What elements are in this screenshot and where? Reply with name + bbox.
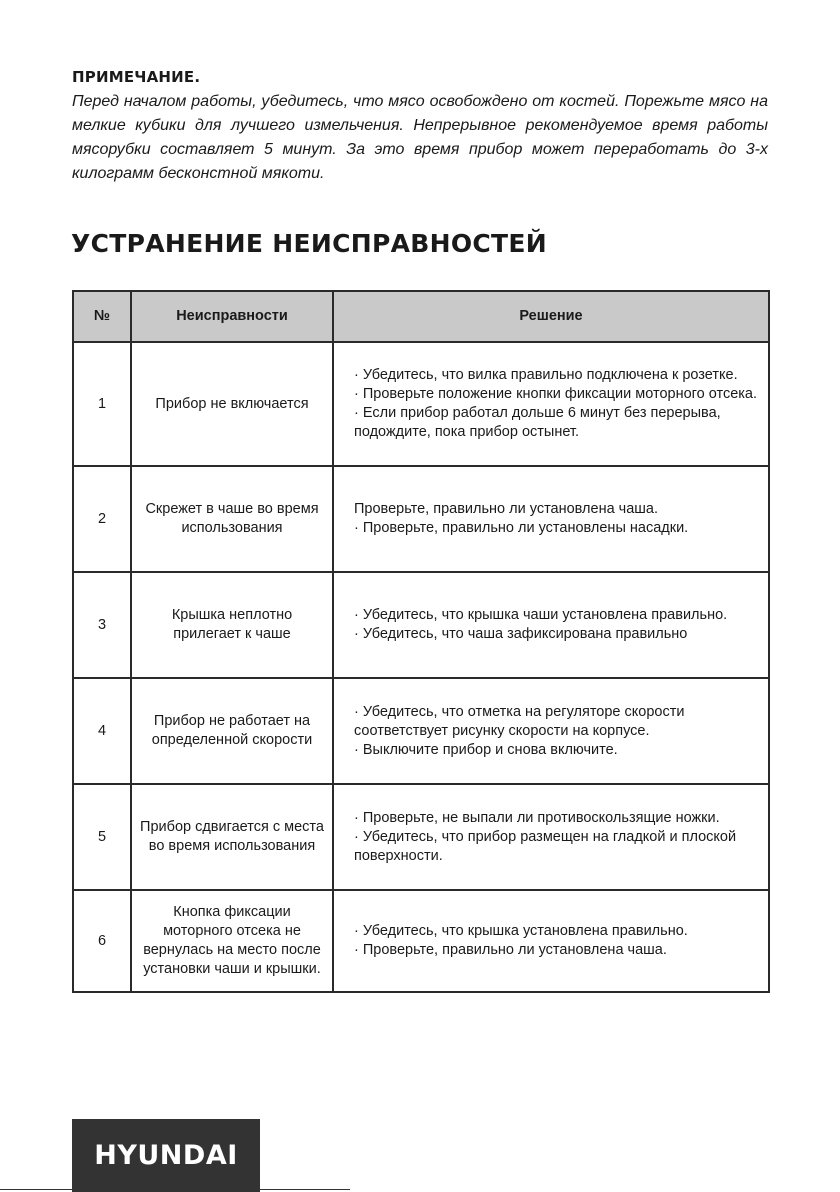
row-solution: [333, 466, 769, 572]
solution-line: Проверьте, правильно ли установлена чаша.: [354, 501, 659, 517]
row-solution: [333, 678, 769, 784]
divider: [0, 1189, 350, 1190]
table-row: [73, 572, 769, 678]
table-row: [73, 784, 769, 890]
row-solution: [333, 784, 769, 890]
solution-line: · Убедитесь, что прибор размещен на гладкой и плоской поверхности.: [354, 828, 737, 864]
brand-logo-text: HYUNDAI: [94, 1140, 238, 1171]
row-number: 4: [73, 678, 131, 784]
row-number: 5: [73, 784, 131, 890]
solution-line: · Убедитесь, что крышка чаши установлена правильно.: [354, 607, 728, 623]
row-problem: Прибор сдвигается с места во время использования: [131, 784, 333, 890]
row-problem: Кнопка фиксации моторного отсека не вернулась на место после установки чаши и крышки.: [131, 890, 333, 992]
row-solution: [333, 572, 769, 678]
row-solution: [333, 890, 769, 992]
table-row: [73, 466, 769, 572]
solution-line: · Выключите прибор и снова включите.: [354, 741, 618, 758]
solution-line: · Убедитесь, что крышка установлена правильно.: [354, 923, 688, 939]
row-number: 1: [73, 342, 131, 466]
solution-line: · Проверьте, правильно ли установлена чаша.: [354, 942, 667, 958]
row-number: 6: [73, 890, 131, 992]
row-solution: [333, 342, 769, 466]
section-title: УСТРАНЕНИЕ НЕИСПРАВНОСТЕЙ: [71, 229, 547, 258]
solution-line: · Проверьте положение кнопки фиксации моторного отсека.: [354, 386, 758, 402]
row-problem: Прибор не включается: [131, 342, 333, 466]
note-block: [72, 67, 768, 186]
brand-logo: [72, 1119, 260, 1192]
troubleshooting-table: [72, 290, 770, 993]
row-number: 3: [73, 572, 131, 678]
note-title: ПРИМЕЧАНИЕ.: [72, 68, 201, 86]
header-solution: Решение: [333, 291, 769, 342]
table-row: [73, 890, 769, 992]
solution-line: · Проверьте, не выпали ли противоскользящие ножки.: [354, 809, 720, 826]
row-problem: Прибор не работает на определенной скорости: [131, 678, 333, 784]
row-problem: Крышка неплотно прилегает к чаше: [131, 572, 333, 678]
solution-line: · Если прибор работал дольше 6 минут без перерыва, подождите, пока прибор остынет.: [354, 405, 721, 440]
row-number: 2: [73, 466, 131, 572]
header-number: №: [73, 291, 131, 342]
table-row: [73, 342, 769, 466]
solution-line: · Убедитесь, что чаша зафиксирована правильно: [354, 626, 688, 642]
note-text: Перед началом работы, убедитесь, что мясо освобождено от костей. Порежьте мясо на мелкие кубики для лучшего измельчения. Непрерывное рекомендуемое время работы мясорубки составляет 5 минут. За это время прибор может переработать до 3-х килограмм бесконстной мякоти.: [72, 93, 768, 182]
solution-line: · Убедитесь, что вилка правильно подключена к розетке.: [354, 367, 738, 383]
solution-line: · Убедитесь, что отметка на регуляторе скорости соответствует рисунку скорости на корпусе.: [354, 703, 685, 739]
row-problem: Скрежет в чаше во время использования: [131, 466, 333, 572]
header-problem: Неисправности: [131, 291, 333, 342]
solution-line: · Проверьте, правильно ли установлены насадки.: [354, 520, 689, 536]
table-header-row: [73, 291, 769, 342]
table-row: [73, 678, 769, 784]
